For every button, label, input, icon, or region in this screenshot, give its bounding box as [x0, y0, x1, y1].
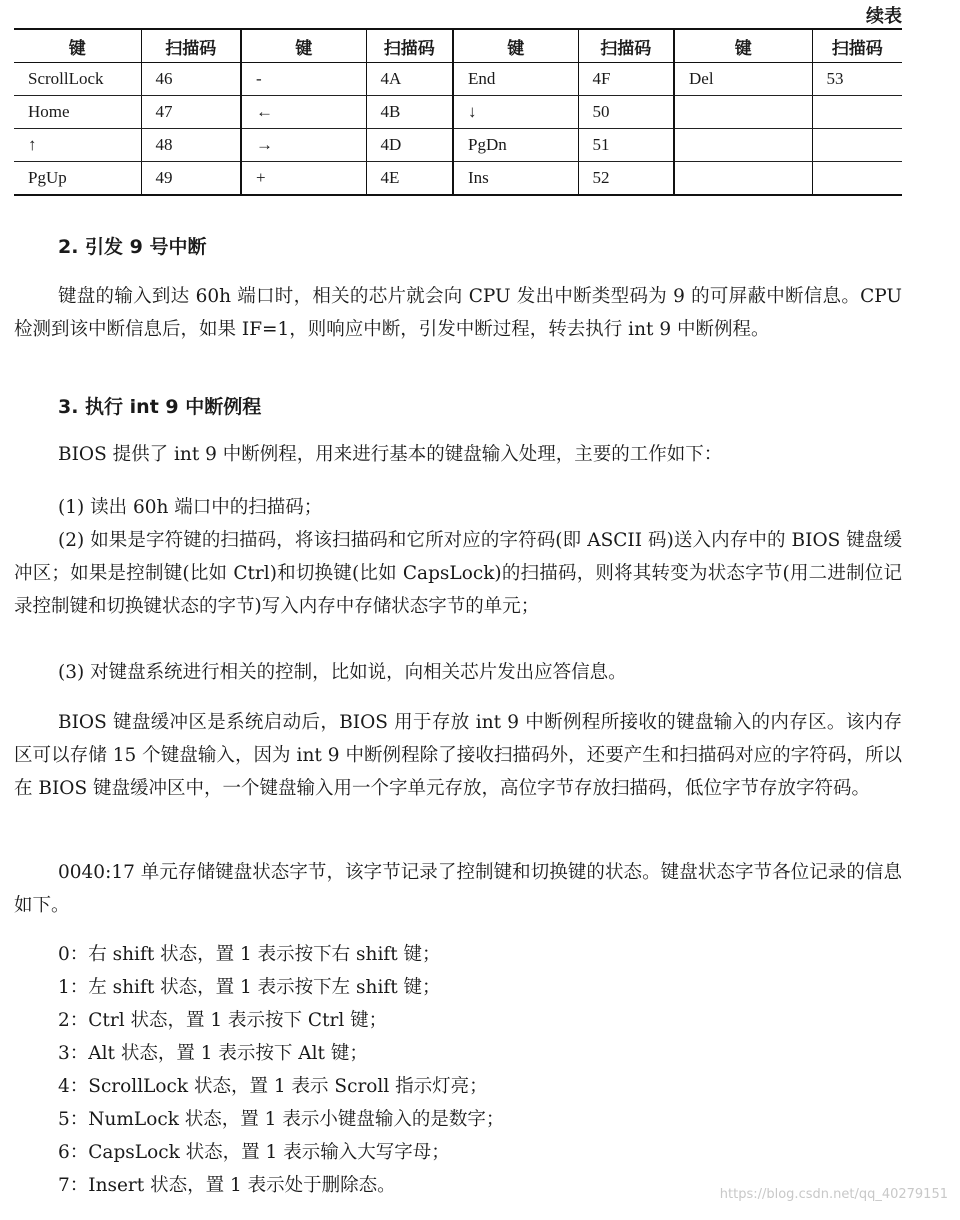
cell-key: ↓ [453, 96, 578, 129]
cell-scancode [812, 129, 902, 162]
header-key: 键 [453, 29, 578, 63]
table-header-row [14, 29, 902, 63]
intro-paragraph: BIOS 提供了 int 9 中断例程，用来进行基本的键盘输入处理，主要的工作如下： [58, 444, 723, 465]
cell-scancode: 47 [141, 96, 241, 129]
continued-table-label: 续表 [866, 6, 902, 27]
cell-key: ↑ [14, 129, 141, 162]
list-item: 7：Insert 状态，置 1 表示处于删除态。 [58, 1175, 396, 1196]
list-item: 1：左 shift 状态，置 1 表示按下左 shift 键； [58, 977, 441, 998]
cell-key [674, 162, 812, 196]
header-scancode: 扫描码 [366, 29, 453, 63]
cell-scancode: 4F [578, 63, 674, 96]
cell-key: PgUp [28, 168, 67, 187]
table-row [14, 162, 902, 196]
list-item: 4：ScrollLock 状态，置 1 表示 Scroll 指示灯亮； [58, 1076, 488, 1097]
list-item: 2：Ctrl 状态，置 1 表示按下 Ctrl 键； [58, 1010, 388, 1031]
cell-scancode: 46 [141, 63, 241, 96]
cell-scancode: 4E [366, 162, 453, 196]
buffer-paragraph: BIOS 键盘缓冲区是系统启动后，BIOS 用于存放 int 9 中断例程所接收的键盘输入的内存区。该内存区可以存储 15 个键盘输入，因为 int 9 中断例程除了接收扫描码外，还要产生和扫描码对应的字符码，所以在 BIOS 键盘缓冲区中，一个键盘输入用一个字单元存放，高位字节存放扫描码，低位字节存放字符码。 [14, 712, 902, 799]
table-row [14, 129, 902, 162]
step-1: (1) 读出 60h 端口中的扫描码； [58, 497, 323, 518]
cell-scancode: 53 [812, 63, 902, 96]
watermark: https://blog.csdn.net/qq_40279151 [719, 1187, 948, 1202]
section-2-heading: 2. 引发 9 号中断 [58, 236, 207, 258]
cell-key: Ins [453, 162, 578, 196]
table-row [14, 63, 902, 96]
cell-key: - [241, 63, 366, 96]
cell-scancode: 4A [366, 63, 453, 96]
header-key: 键 [674, 29, 812, 63]
list-item: 0：右 shift 状态，置 1 表示按下右 shift 键； [58, 944, 441, 965]
list-item: 6：CapsLock 状态，置 1 表示输入大写字母； [58, 1142, 450, 1163]
status-bit-list [58, 938, 504, 1202]
cell-key: Home [14, 96, 141, 129]
cell-scancode: 4D [366, 129, 453, 162]
status-byte-paragraph: 0040:17 单元存储键盘状态字节，该字节记录了控制键和切换键的状态。键盘状态字节各位记录的信息如下。 [14, 862, 902, 916]
cell-key [674, 96, 812, 129]
header-scancode: 扫描码 [578, 29, 674, 63]
cell-key: + [241, 162, 366, 196]
step-3: (3) 对键盘系统进行相关的控制，比如说，向相关芯片发出应答信息。 [58, 662, 627, 683]
section-3-heading: 3. 执行 int 9 中断例程 [58, 396, 262, 418]
cell-scancode: 49 [141, 162, 241, 196]
table-row [14, 96, 902, 129]
scan-code-table [14, 28, 902, 196]
cell-key: Del [674, 63, 812, 96]
cell-key [674, 129, 812, 162]
cell-key: → [241, 129, 366, 162]
header-key: 键 [14, 29, 141, 63]
cell-scancode [812, 162, 902, 196]
step-2: (2) 如果是字符键的扫描码，将该扫描码和它所对应的字符码(即 ASCII 码)送入内存中的 BIOS 键盘缓冲区；如果是控制键(比如 Ctrl)和切换键(比如 CapsLock)的扫描码，则将其转变为状态字节(用二进制位记录控制键和切换键状态的字节)写入内存中存储状态字节的单元； [14, 530, 902, 617]
cell-scancode: 52 [578, 162, 674, 196]
cell-key: PgDn [453, 129, 578, 162]
list-item: 3：Alt 状态，置 1 表示按下 Alt 键； [58, 1043, 368, 1064]
cell-key: ← [241, 96, 366, 129]
header-key: 键 [241, 29, 366, 63]
cell-key: ScrollLock [14, 63, 141, 96]
cell-scancode [812, 96, 902, 129]
list-item: 5：NumLock 状态，置 1 表示小键盘输入的是数字； [58, 1109, 505, 1130]
header-scancode: 扫描码 [141, 29, 241, 63]
cell-scancode: 4B [366, 96, 453, 129]
cell-key: End [453, 63, 578, 96]
section-2-paragraph: 键盘的输入到达 60h 端口时，相关的芯片就会向 CPU 发出中断类型码为 9 的可屏蔽中断信息。CPU 检测到该中断信息后，如果 IF=1，则响应中断，引发中断过程，转去执行 int 9 中断例程。 [14, 286, 902, 340]
cell-scancode: 51 [578, 129, 674, 162]
header-scancode: 扫描码 [812, 29, 902, 63]
cell-scancode: 50 [578, 96, 674, 129]
cell-scancode: 48 [141, 129, 241, 162]
